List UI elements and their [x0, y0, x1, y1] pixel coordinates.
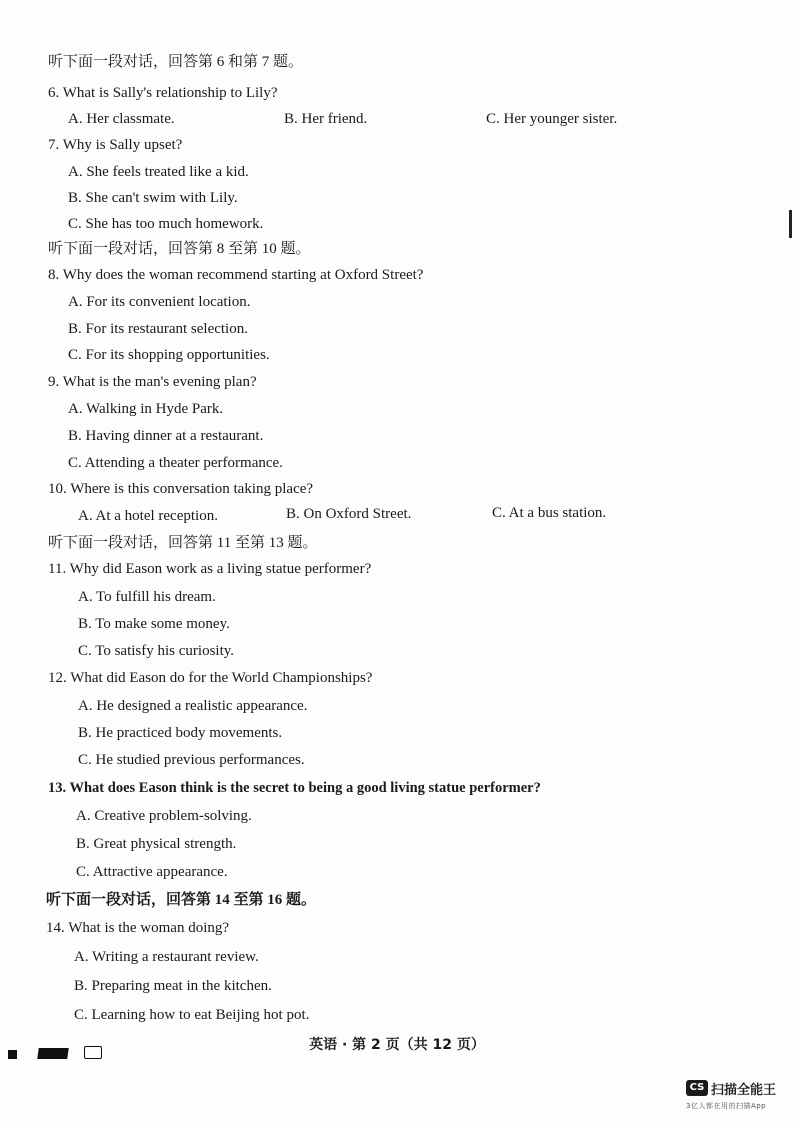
question-7: 7. Why is Sally upset?	[48, 137, 183, 153]
option-14b: B. Preparing meat in the kitchen.	[74, 978, 272, 994]
option-12b: B. He practiced body movements.	[78, 725, 283, 741]
option-12a: A. He designed a realistic appearance.	[78, 698, 308, 714]
option-12c: C. He studied previous performances.	[78, 752, 305, 768]
question-6: 6. What is Sally's relationship to Lily?	[48, 85, 278, 101]
page-footer: 英语 · 第 2 页（共 12 页）	[309, 1037, 485, 1053]
option-13c: C. Attractive appearance.	[76, 864, 228, 880]
section-instruction: 听下面一段对话，回答第 6 和第 7 题。	[48, 54, 304, 70]
option-10a: A. At a hotel reception.	[78, 508, 218, 524]
option-7a: A. She feels treated like a kid.	[68, 164, 249, 180]
question-14: 14. What is the woman doing?	[46, 920, 230, 936]
option-6a: A. Her classmate.	[68, 111, 175, 127]
option-11a: A. To fulfill his dream.	[78, 589, 216, 605]
option-8c: C. For its shopping opportunities.	[68, 347, 270, 363]
option-13b: B. Great physical strength.	[76, 836, 237, 852]
section-instruction: 听下面一段对话，回答第 11 至第 13 题。	[48, 535, 318, 551]
question-8: 8. Why does the woman recommend starting at Oxford Street?	[48, 267, 424, 283]
option-6b: B. Her friend.	[284, 111, 368, 127]
camscanner-tagline: 3亿人都在用的扫描App	[686, 1102, 767, 1110]
option-10c: C. At a bus station.	[492, 505, 607, 521]
section-instruction: 听下面一段对话，回答第 14 至第 16 题。	[46, 892, 317, 908]
option-6c: C. Her younger sister.	[486, 111, 618, 127]
bleed-through	[470, 545, 474, 561]
question-10: 10. Where is this conversation taking place?	[48, 481, 314, 497]
question-11: 11. Why did Eason work as a living statue performer?	[48, 561, 372, 577]
option-9a: A. Walking in Hyde Park.	[68, 401, 224, 417]
option-7b: B. She can't swim with Lily.	[68, 190, 238, 206]
option-8b: B. For its restaurant selection.	[68, 321, 248, 337]
option-9b: B. Having dinner at a restaurant.	[68, 428, 264, 444]
option-14c: C. Learning how to eat Beijing hot pot.	[74, 1007, 310, 1023]
option-11c: C. To satisfy his curiosity.	[78, 643, 235, 659]
question-9: 9. What is the man's evening plan?	[48, 374, 257, 390]
option-9c: C. Attending a theater performance.	[68, 455, 283, 471]
scan-edge-mark	[789, 210, 792, 238]
section-instruction: 听下面一段对话，回答第 8 至第 10 题。	[48, 241, 311, 257]
option-11b: B. To make some money.	[78, 616, 230, 632]
option-7c: C. She has too much homework.	[68, 216, 264, 232]
question-12: 12. What did Eason do for the World Championships?	[48, 670, 373, 686]
question-13: 13. What does Eason think is the secret to being a good living statue performer?	[48, 780, 541, 796]
camscanner-name: 扫描全能王	[711, 1083, 777, 1098]
camscanner-logo: CS	[686, 1080, 708, 1096]
option-10b: B. On Oxford Street.	[286, 506, 412, 522]
option-14a: A. Writing a restaurant review.	[74, 949, 259, 965]
option-13a: A. Creative problem-solving.	[76, 808, 252, 824]
option-8a: A. For its convenient location.	[68, 294, 251, 310]
